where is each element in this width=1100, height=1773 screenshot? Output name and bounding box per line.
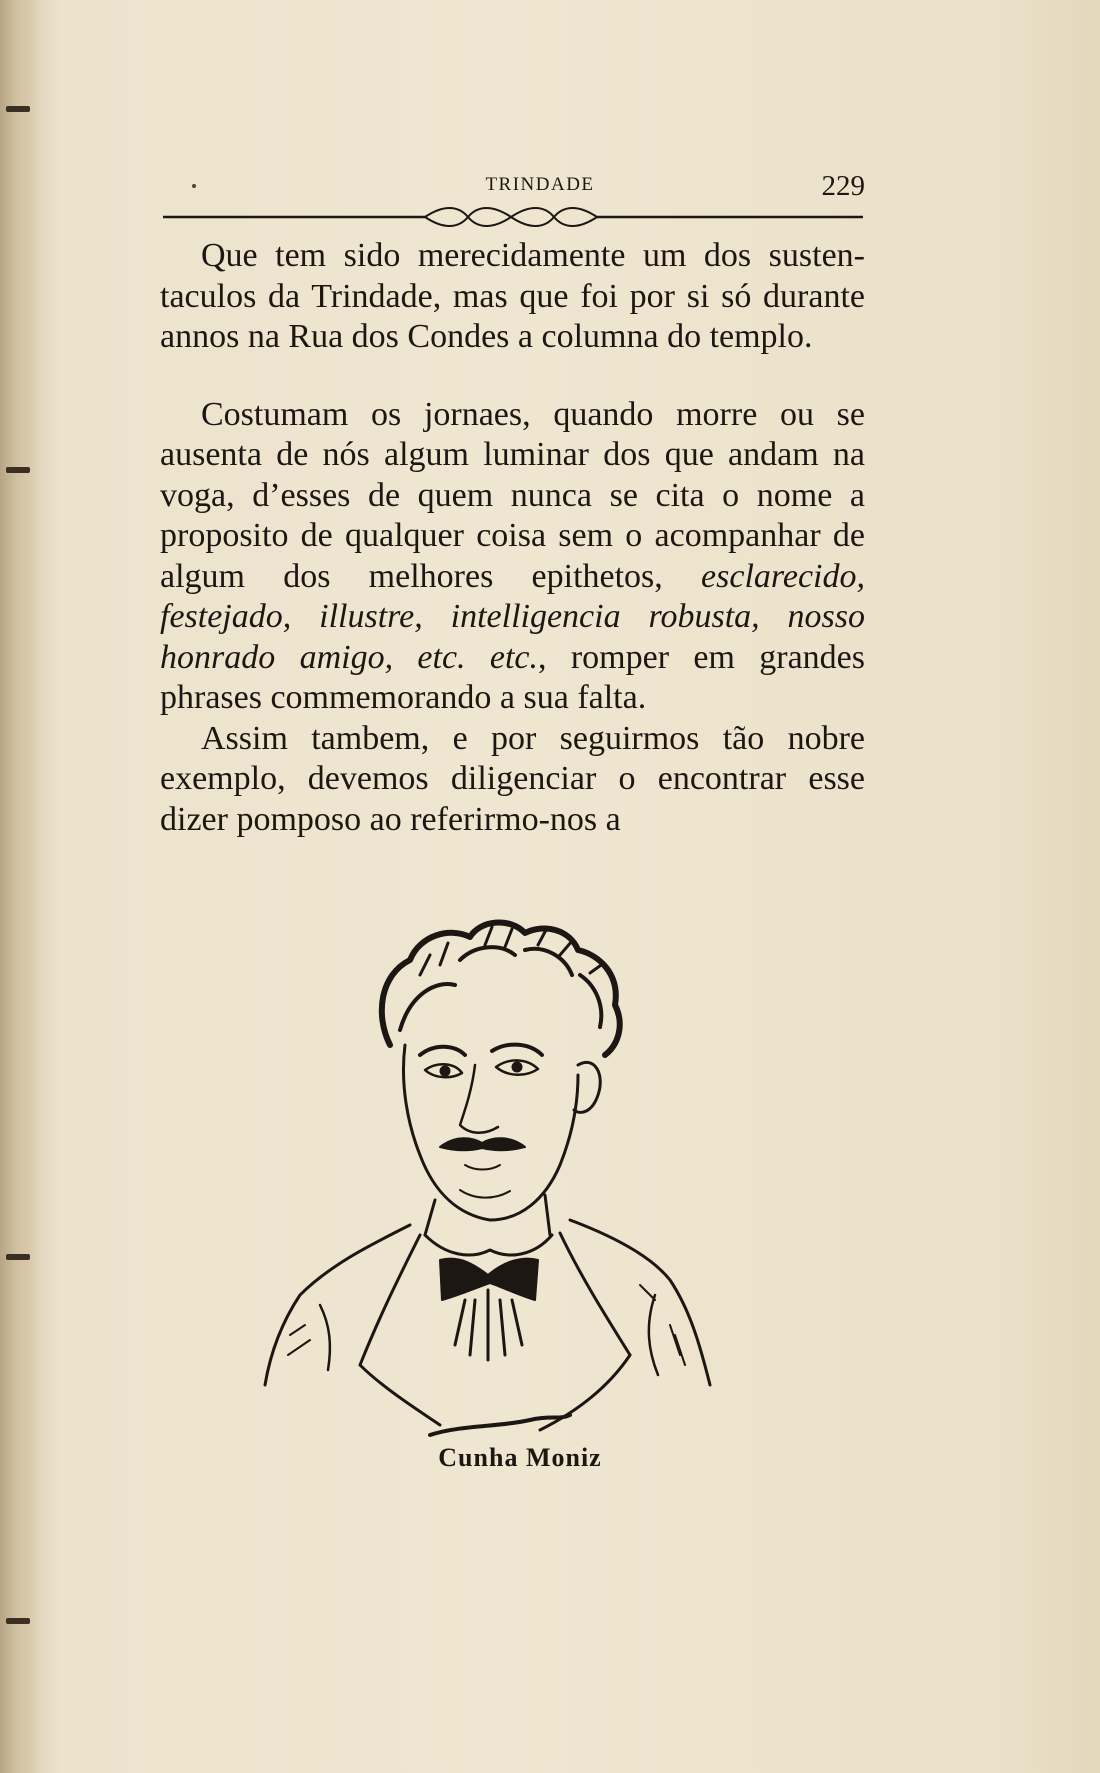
paragraph <box>160 395 865 719</box>
paragraph: Assim tambem, e por seguirmos tão nobre exemplo, devemos diligenciar o encontrar esse dizer pomposo ao referirmo-nos a <box>160 719 865 838</box>
body-text <box>160 236 865 840</box>
running-title: TRINDADE <box>485 174 595 195</box>
paragraph-text: Costumam os jornaes, quando morre ou se ausenta de nós algum luminar dos que andam na voga, d’esses de quem nunca se cita o nome a proposito de qualquer coisa sem o acompanhar de algum dos melhores epithetos, <box>160 395 865 595</box>
ink-speck <box>192 184 196 188</box>
running-header <box>160 170 865 200</box>
italic-epithets: esclarecido, festejado, illustre, intelligencia robusta, nosso honrado amigo, etc. etc. <box>160 557 865 676</box>
stitch-mark <box>6 1618 30 1624</box>
portrait-caption: Cunha Moniz <box>438 1443 602 1472</box>
ornamental-rule <box>163 206 863 228</box>
paragraph: Que tem sido merecidamente um dos sustentaculos da Trindade, mas que foi por si só durante annos na Rua dos Condes a columna do templo. <box>160 237 865 355</box>
stitch-mark <box>6 106 30 112</box>
stitch-mark <box>6 467 30 473</box>
page-binding-edge <box>0 0 40 1773</box>
portrait-illustration <box>260 915 780 1455</box>
paragraph-text: , romper em grandes phrases commemorando a sua falta. <box>160 638 865 716</box>
stitch-mark <box>6 1254 30 1260</box>
page-number: 229 <box>821 170 865 202</box>
